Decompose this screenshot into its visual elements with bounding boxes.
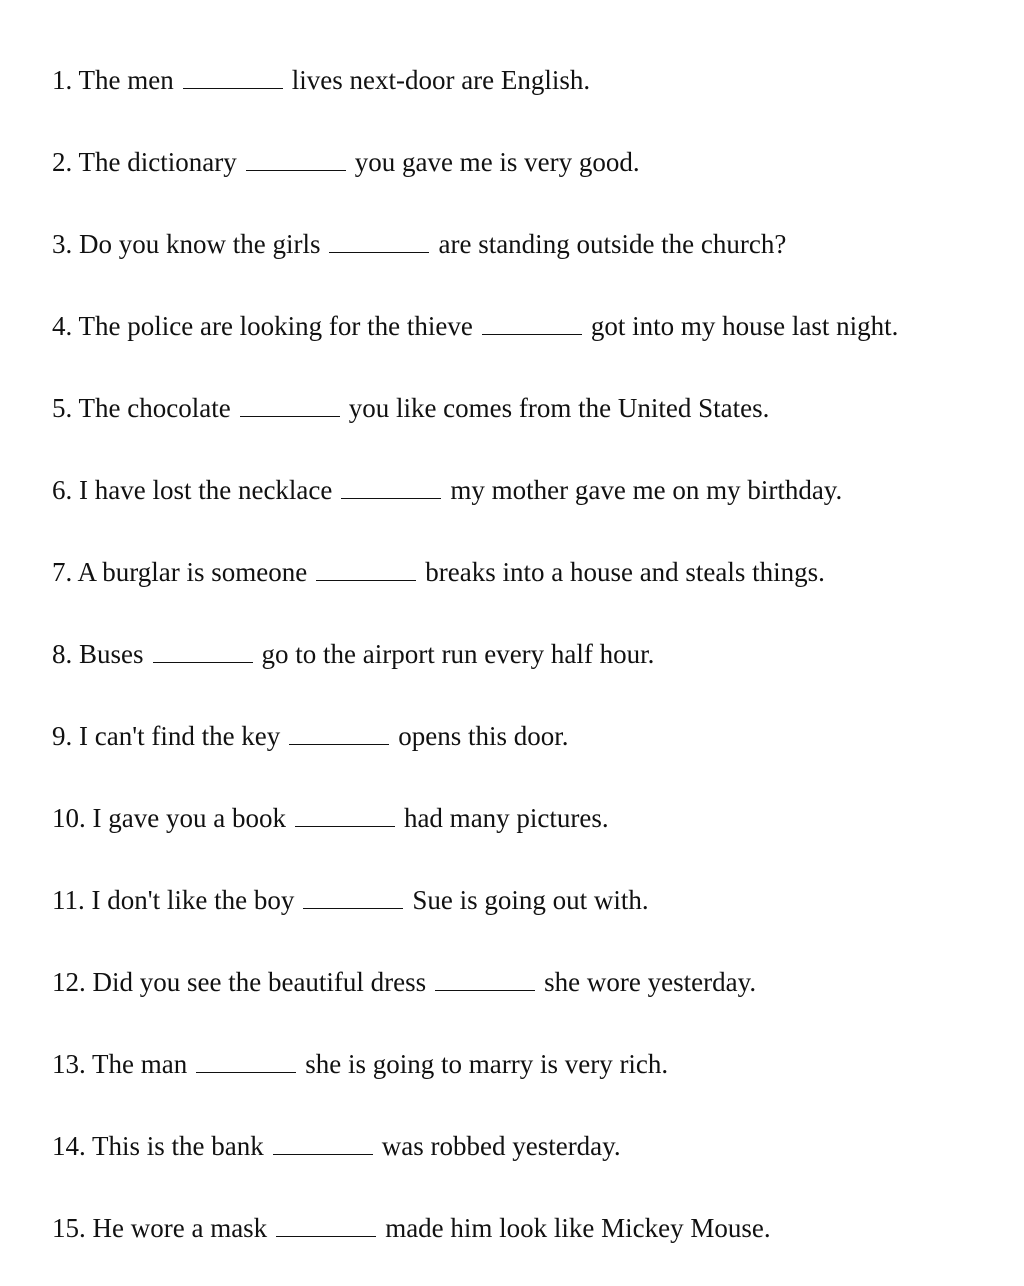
question-text-after: my mother gave me on my birthday.: [450, 475, 843, 505]
question-text-before: The men: [78, 65, 174, 95]
answer-blank[interactable]: [295, 806, 395, 827]
question-text-before: I have lost the necklace: [79, 475, 333, 505]
question-number: 6.: [52, 475, 73, 505]
question-text-after: breaks into a house and steals things.: [425, 557, 825, 587]
question-text-after: made him look like Mickey Mouse.: [385, 1213, 771, 1243]
question-text-after: are standing outside the church?: [438, 229, 787, 259]
question-text-before: I gave you a book: [92, 803, 286, 833]
question-number: 8.: [52, 639, 73, 669]
question-text-after: you like comes from the United States.: [348, 393, 770, 423]
answer-blank[interactable]: [289, 724, 389, 745]
answer-blank[interactable]: [196, 1052, 296, 1073]
answer-blank[interactable]: [341, 478, 441, 499]
question-3: [52, 220, 1012, 302]
question-text-before: The man: [92, 1049, 188, 1079]
question-number: 1.: [52, 65, 73, 95]
question-2: [52, 138, 1012, 220]
answer-blank[interactable]: [276, 1216, 376, 1237]
question-9: [52, 712, 1012, 794]
question-text-after: Sue is going out with.: [412, 885, 649, 915]
answer-blank[interactable]: [240, 396, 340, 417]
question-number: 12.: [52, 967, 86, 997]
answer-blank[interactable]: [435, 970, 535, 991]
question-1: [52, 56, 1012, 138]
question-13: [52, 1040, 1012, 1122]
question-12: [52, 958, 1012, 1040]
worksheet: [52, 56, 1012, 1286]
question-number: 9.: [52, 721, 73, 751]
question-number: 10.: [52, 803, 86, 833]
question-4: [52, 302, 1012, 384]
question-text-before: I can't find the key: [79, 721, 281, 751]
question-text-before: Do you know the girls: [79, 229, 321, 259]
question-6: [52, 466, 1012, 548]
question-number: 14.: [52, 1131, 86, 1161]
question-text-before: A burglar is someone: [77, 557, 308, 587]
answer-blank[interactable]: [153, 642, 253, 663]
question-number: 13.: [52, 1049, 86, 1079]
question-text-after: she wore yesterday.: [544, 967, 757, 997]
question-text-after: opens this door.: [398, 721, 569, 751]
question-number: 4.: [52, 311, 73, 341]
question-number: 11.: [52, 885, 85, 915]
question-text-before: I don't like the boy: [91, 885, 295, 915]
question-number: 3.: [52, 229, 73, 259]
question-7: [52, 548, 1012, 630]
answer-blank[interactable]: [303, 888, 403, 909]
question-text-after: lives next-door are English.: [291, 65, 591, 95]
question-text-before: Did you see the beautiful dress: [92, 967, 427, 997]
question-text-before: The police are looking for the thieve: [78, 311, 473, 341]
question-number: 15.: [52, 1213, 86, 1243]
question-text-after: she is going to marry is very rich.: [305, 1049, 669, 1079]
question-5: [52, 384, 1012, 466]
question-text-after: had many pictures.: [403, 803, 609, 833]
question-text-after: was robbed yesterday.: [381, 1131, 621, 1161]
answer-blank[interactable]: [246, 150, 346, 171]
question-number: 7.: [52, 557, 73, 587]
answer-blank[interactable]: [183, 68, 283, 89]
answer-blank[interactable]: [273, 1134, 373, 1155]
answer-blank[interactable]: [316, 560, 416, 581]
question-text-before: The dictionary: [78, 147, 237, 177]
answer-blank[interactable]: [329, 232, 429, 253]
question-text-before: He wore a mask: [92, 1213, 268, 1243]
question-15: [52, 1204, 1012, 1286]
question-14: [52, 1122, 1012, 1204]
question-text-after: got into my house last night.: [590, 311, 899, 341]
question-text-before: This is the bank: [92, 1131, 264, 1161]
question-number: 5.: [52, 393, 73, 423]
question-8: [52, 630, 1012, 712]
question-11: [52, 876, 1012, 958]
question-text-before: Buses: [79, 639, 144, 669]
question-text-before: The chocolate: [78, 393, 231, 423]
question-10: [52, 794, 1012, 876]
question-text-after: go to the airport run every half hour.: [261, 639, 655, 669]
question-number: 2.: [52, 147, 73, 177]
answer-blank[interactable]: [482, 314, 582, 335]
question-text-after: you gave me is very good.: [354, 147, 640, 177]
